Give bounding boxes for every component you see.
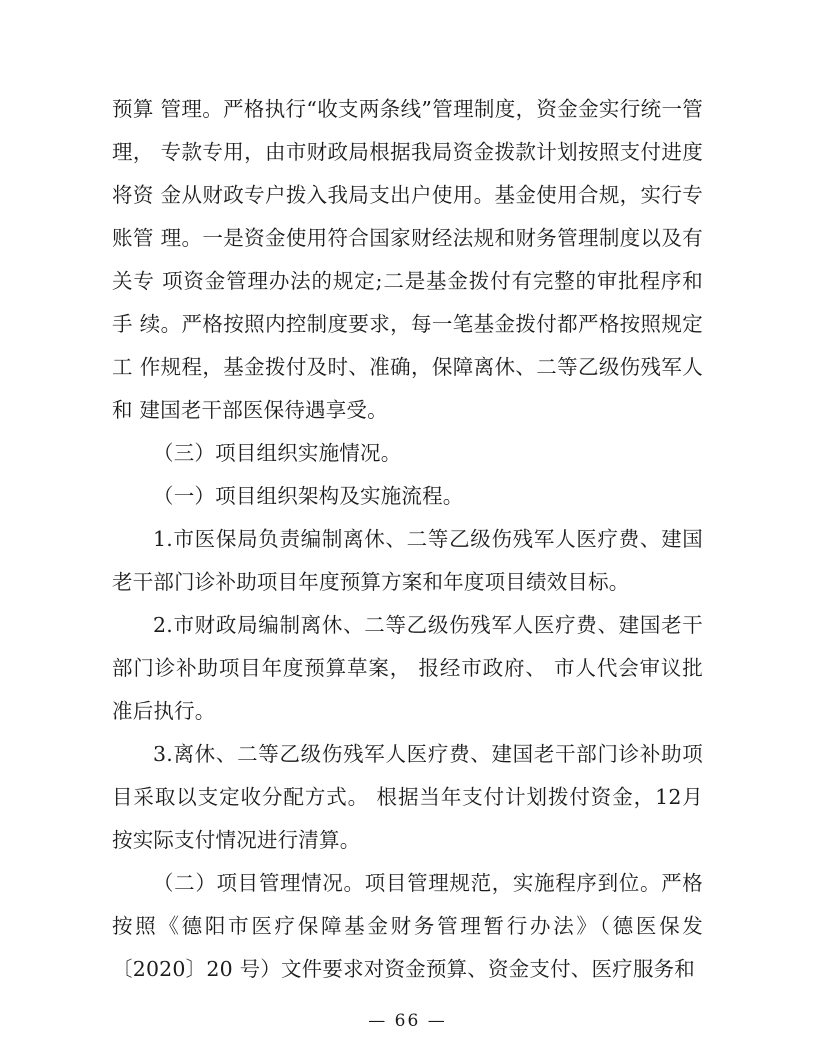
paragraph-section-three: （三）项目组织实施情况。: [153, 441, 402, 465]
document-body: [112, 88, 703, 991]
paragraph-budget-management: 预算 管理。严格执行“收支两条线”管理制度，资金金实行统一管理， 专款专用，由市财政局根据我局资金拨款计划按照支付进度将资 金从财政专户拨入我局支出户使用。基金使用合规，实行专账管 理。一是资金使用符合国家财经法规和财务管理制度以及有关专 项资金管理办法的规定;二是基金拨付有完整的审批程序和手 续。严格按照内控制度要求，每一笔基金拨付都严格按照规定工 作规程，基金拨付及时、准确，保障离休、二等乙级伤残军人和 建国老干部医保待遇享受。: [112, 97, 703, 422]
paragraph-section-two: （二）项目管理情况。项目管理规范，实施程序到位。严格 按照《德阳市医疗保障基金财务管理暂行办法》（德医保发〔2020〕20 号）文件要求对资金预算、资金支付、医疗服务和: [112, 871, 703, 981]
page-number: — 66 —: [368, 1011, 447, 1031]
paragraph-item-3: 3.离休、二等乙级伤残军人医疗费、建国老干部门诊补助项目采取以支定收分配方式。 根据当年支付计划拨付资金，12月按实际支付情况进行清算。: [112, 742, 703, 852]
paragraph-item-1: 1.市医保局负责编制离休、二等乙级伤残军人医疗费、建国 老干部门诊补助项目年度预算方案和年度项目绩效目标。: [112, 527, 703, 594]
paragraph-section-one: （一）项目组织架构及实施流程。: [153, 484, 464, 508]
paragraph-item-2: 2.市财政局编制离休、二等乙级伤残军人医疗费、建国老干 部门诊补助项目年度预算草案， 报经市政府、 市人代会审议批 准后执行。: [112, 613, 703, 723]
